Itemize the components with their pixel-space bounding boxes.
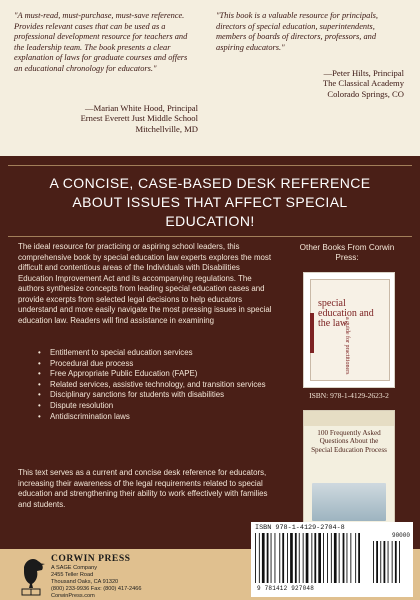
description-paragraph: The ideal resource for practicing or aspiring school leaders, this comprehensive book by special education law experts explores the most difficult and contentious areas of the Individuals with Disabilities Education Improvement Act and its accompanying regulations. The authors synthesize concepts from leading special education cases and provide excerpts from selected legal decisions to help educators understand and more easily navigate the most pressing issues in special education law. Readers will find assistance in examining — [18, 242, 272, 325]
book-2-cover-art — [312, 483, 386, 521]
book-1-panel — [310, 279, 390, 381]
publisher-city: Thousand Oaks, CA 91320 — [51, 579, 119, 585]
testimonial-right-attribution — [216, 68, 404, 99]
barcode-digits: 9 781412 927048 — [257, 585, 315, 592]
topic-list — [50, 348, 280, 422]
headline: A CONCISE, CASE-BASED DESK REFERENCE ABOUT ISSUES THAT AFFECT SPECIAL EDUCATION! — [49, 174, 371, 229]
barcode-panel — [251, 522, 413, 597]
barcode-isbn-label: ISBN 978-1-4129-2704-8 — [255, 524, 345, 532]
publisher-company: A SAGE Company — [51, 565, 98, 571]
testimonial-left-attribution — [14, 103, 198, 134]
topic-item: • Related services, assistive technology, and transition services — [50, 380, 280, 391]
testimonial-right-quote: "This book is a valuable resource for principals, directors of special education, superintendents, members of boards of directors, professors, and aspiring educators." — [216, 11, 379, 52]
barcode-price-code: 90000 — [391, 532, 410, 539]
topic-item: • Antidiscrimination laws — [50, 412, 280, 423]
headline-band — [0, 166, 420, 238]
other-book-1-cover — [303, 272, 395, 388]
topic-item: • Dispute resolution — [50, 401, 280, 412]
other-book-2-cover — [303, 410, 395, 527]
testimonial-left-place: Mitchellville, MD — [135, 123, 198, 134]
publisher-name: CORWIN PRESS — [51, 553, 131, 564]
testimonial-right-org: The Classical Academy — [322, 78, 404, 89]
topic-item: • Disciplinary sanctions for students with disabilities — [50, 390, 280, 401]
publisher-phone: (800) 233-9936 Fax: (800) 417-2466 — [51, 586, 142, 592]
other-books-heading: Other Books From Corwin Press: — [299, 243, 395, 263]
headline-bottom-rule — [8, 236, 412, 237]
topic-item: • Free Appropriate Public Education (FAPE) — [50, 369, 280, 380]
book-1-title: special education and the law — [318, 298, 374, 330]
publisher-web: CorwinPress.com — [51, 593, 95, 599]
testimonial-right-name: —Peter Hilts, Principal — [323, 68, 404, 78]
book-1-subtitle — [298, 317, 350, 329]
testimonial-left-quote: "A must-read, must-purchase, must-save reference. Provides relevant cases that can be used as a professional development resource for teachers and the leadership team. The book presents a clear explanation of laws for graduate courses and offers an educational chronology for educators." — [14, 11, 188, 73]
closing-paragraph: This text serves as a current and concise desk reference for educators, increasing their awareness of the legal requirements related to special education and strengthening their ability to work effectively with families and students. — [18, 468, 268, 509]
corwin-crow-logo — [20, 553, 46, 597]
testimonial-left-name: —Marian White Hood, Principal — [85, 103, 198, 113]
barcode-bars — [255, 533, 409, 583]
book-2-title: 100 Frequently Asked Questions About the Special Education Process — [311, 429, 387, 454]
testimonial-right-place: Colorado Springs, CO — [327, 88, 404, 99]
testimonial-left-org: Ernest Everett Just Middle School — [80, 113, 198, 124]
testimonial-band — [0, 0, 420, 156]
topic-item: • Entitlement to special education services — [50, 348, 280, 359]
topic-item: • Procedural due process — [50, 359, 280, 370]
book-1-isbn: ISBN: 978-1-4129-2623-2 — [309, 391, 389, 400]
publisher-street: 2455 Teller Road — [51, 572, 94, 578]
book-2-top-band — [304, 411, 394, 426]
